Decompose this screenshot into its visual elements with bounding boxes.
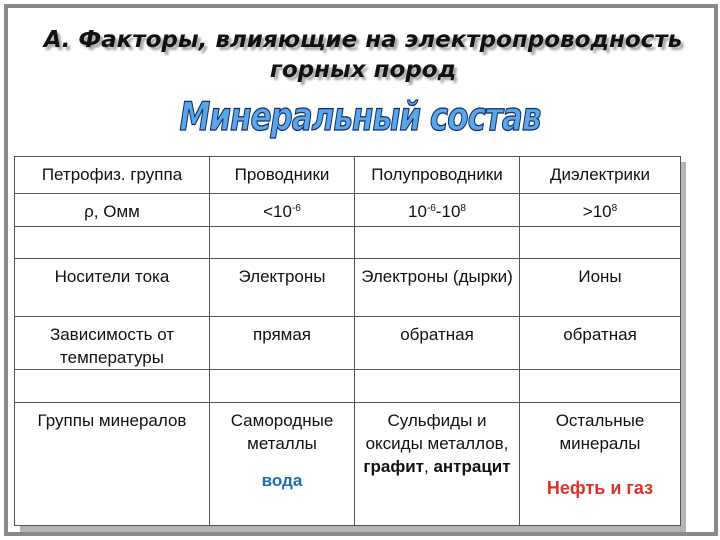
- resistivity-semi-exp2: 8: [460, 203, 466, 215]
- cell-temperature-conductors: прямая: [210, 316, 355, 370]
- table-row-empty: [15, 370, 681, 402]
- empty-cell: [355, 370, 520, 402]
- resistivity-dielectrics-base: >10: [582, 202, 612, 222]
- minerals-anthracite: антрацит: [433, 456, 511, 476]
- resistivity-semi-sep: -10: [435, 202, 461, 222]
- empty-cell: [520, 370, 681, 402]
- minerals-dielectrics-text: Остальные минералы: [555, 410, 645, 453]
- cell-temperature-semiconductors: обратная: [355, 316, 520, 370]
- empty-cell: [210, 226, 355, 258]
- cell-minerals-conductors: [210, 402, 355, 525]
- cell-temperature-dielectrics: обратная: [520, 316, 681, 370]
- cell-resistivity-conductors: [210, 194, 355, 226]
- empty-cell: [15, 226, 210, 258]
- table-row-minerals: [15, 402, 681, 525]
- slide-title-line2: горных пород: [269, 57, 457, 83]
- minerals-comma: ,: [423, 456, 429, 476]
- cell-resistivity-semiconductors: [355, 194, 520, 226]
- cell-resistivity-label: ρ, Омм: [15, 194, 210, 226]
- cell-minerals-semiconductors: [355, 402, 520, 525]
- cell-carriers-conductors: Электроны: [210, 259, 355, 317]
- resistivity-semi-base1: 10: [408, 202, 427, 222]
- cell-minerals-label: Группы минералов: [15, 402, 210, 525]
- header-cell-conductors: Проводники: [210, 157, 355, 194]
- resistivity-dielectrics-exp: 8: [611, 203, 618, 215]
- table-row-empty: [15, 226, 681, 258]
- slide-title: [18, 25, 708, 85]
- resistivity-conductors-exp: -6: [291, 203, 301, 215]
- minerals-water-label: вода: [261, 470, 303, 490]
- table-row-resistivity: [15, 194, 681, 226]
- header-cell-semiconductors: Полупроводники: [355, 157, 520, 194]
- slide-subtitle: Минеральный состав: [179, 95, 541, 140]
- cell-resistivity-dielectrics: [520, 194, 681, 226]
- conductivity-table: [14, 156, 681, 526]
- empty-cell: [355, 226, 520, 258]
- empty-cell: [15, 370, 210, 402]
- empty-cell: [210, 370, 355, 402]
- cell-temperature-label: Зависимость от температуры: [15, 316, 210, 370]
- cell-minerals-dielectrics: [520, 402, 681, 525]
- resistivity-semi-exp1: -6: [426, 203, 436, 215]
- table-row-temperature: [15, 316, 681, 370]
- minerals-conductors-text: Самородные металлы: [230, 410, 334, 453]
- empty-cell: [520, 226, 681, 258]
- header-cell-dielectrics: Диэлектрики: [520, 157, 681, 194]
- cell-carriers-semiconductors: Электроны (дырки): [355, 259, 520, 317]
- minerals-oil-gas-label: Нефть и газ: [546, 477, 654, 498]
- minerals-graphite: графит: [363, 456, 424, 476]
- cell-carriers-dielectrics: Ионы: [520, 259, 681, 317]
- resistivity-conductors-base: <10: [263, 202, 292, 222]
- table-header-row: [15, 157, 681, 194]
- table-row-carriers: [15, 259, 681, 317]
- header-cell-group: Петрофиз. группа: [15, 157, 210, 194]
- minerals-semiconductors-text: Сульфиды и оксиды металлов,: [365, 410, 509, 453]
- cell-carriers-label: Носители тока: [15, 259, 210, 317]
- slide-title-line1: А. Факторы, влияющие на электропроводность: [43, 27, 683, 53]
